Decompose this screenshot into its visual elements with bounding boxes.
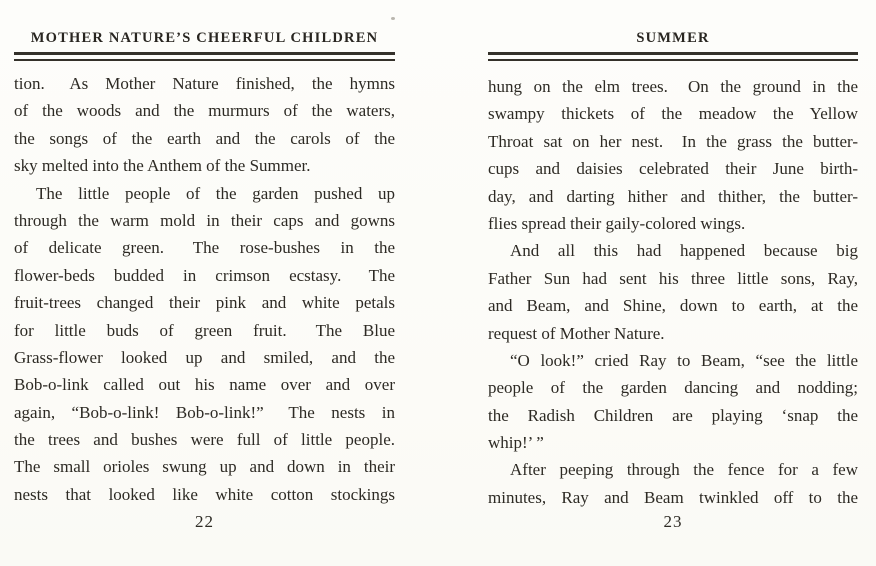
text-line: fruit-trees changed their pink and white petals — [14, 293, 395, 313]
text-line: swampy thickets of the meadow the Yellow — [488, 104, 858, 124]
text-line: minutes, Ray and Beam twinkled off to the — [488, 487, 858, 507]
text-line: people of the garden dancing and nodding; — [488, 378, 858, 398]
text-line: Father Sun had sent his three little sons, Ray, — [488, 268, 858, 288]
text-line: Grass-flower looked up and smiled, and the — [14, 347, 395, 367]
left-header-rule — [14, 52, 395, 61]
text-line: cups and daisies celebrated their June birth- — [488, 159, 858, 179]
text-line: And all this had happened because big — [510, 241, 858, 261]
text-line: tion. As Mother Nature finished, the hymns — [14, 74, 395, 93]
right-page-number: 23 — [663, 512, 683, 531]
text-line: hung on the elm trees. On the ground in the — [488, 77, 858, 96]
right-running-head: SUMMER — [636, 30, 710, 46]
text-line: flies spread their gaily-colored wings. — [488, 213, 746, 233]
text-line: The little people of the garden pushed up — [36, 183, 395, 203]
text-line: the Radish Children are playing ‘snap the — [488, 405, 858, 425]
text-line: of delicate green. The rose-bushes in the — [14, 238, 395, 258]
text-line: request of Mother Nature. — [488, 323, 665, 343]
text-line: through the warm mold in their caps and gowns — [14, 210, 395, 230]
text-line: whip!’ ” — [488, 433, 544, 453]
left-running-head: MOTHER NATURE’S CHEERFUL CHILDREN — [30, 30, 379, 46]
right-header-rule — [488, 52, 858, 61]
text-line: The small orioles swung up and down in their — [14, 457, 395, 477]
text-line: Bob-o-link called out his name over and over — [14, 375, 395, 395]
text-line: flower-beds budded in crimson ecstasy. The — [14, 265, 395, 285]
text-line: again, “Bob-o-link! Bob-o-link!” The nests in — [14, 402, 395, 422]
text-line: “O look!” cried Ray to Beam, “see the little — [510, 350, 858, 370]
text-line: for little buds of green fruit. The Blue — [14, 320, 395, 340]
left-page-text — [14, 70, 395, 508]
left-page — [14, 0, 395, 566]
right-page — [488, 0, 858, 566]
left-page-number: 22 — [195, 512, 214, 531]
text-line: day, and darting hither and thither, the butter- — [488, 186, 858, 206]
text-line: sky melted into the Anthem of the Summer. — [14, 156, 311, 176]
right-page-text — [488, 73, 858, 511]
text-line: the trees and bushes were full of little people. — [14, 430, 395, 450]
text-line: After peeping through the fence for a few — [510, 460, 858, 480]
text-line: Throat sat on her nest. In the grass the butter- — [488, 131, 858, 151]
text-line: nests that looked like white cotton stockings — [14, 484, 395, 504]
text-line: and Beam, and Shine, down to earth, at the — [488, 296, 858, 316]
text-line: the songs of the earth and the carols of the — [14, 128, 395, 148]
text-line: of the woods and the murmurs of the waters, — [14, 101, 395, 121]
